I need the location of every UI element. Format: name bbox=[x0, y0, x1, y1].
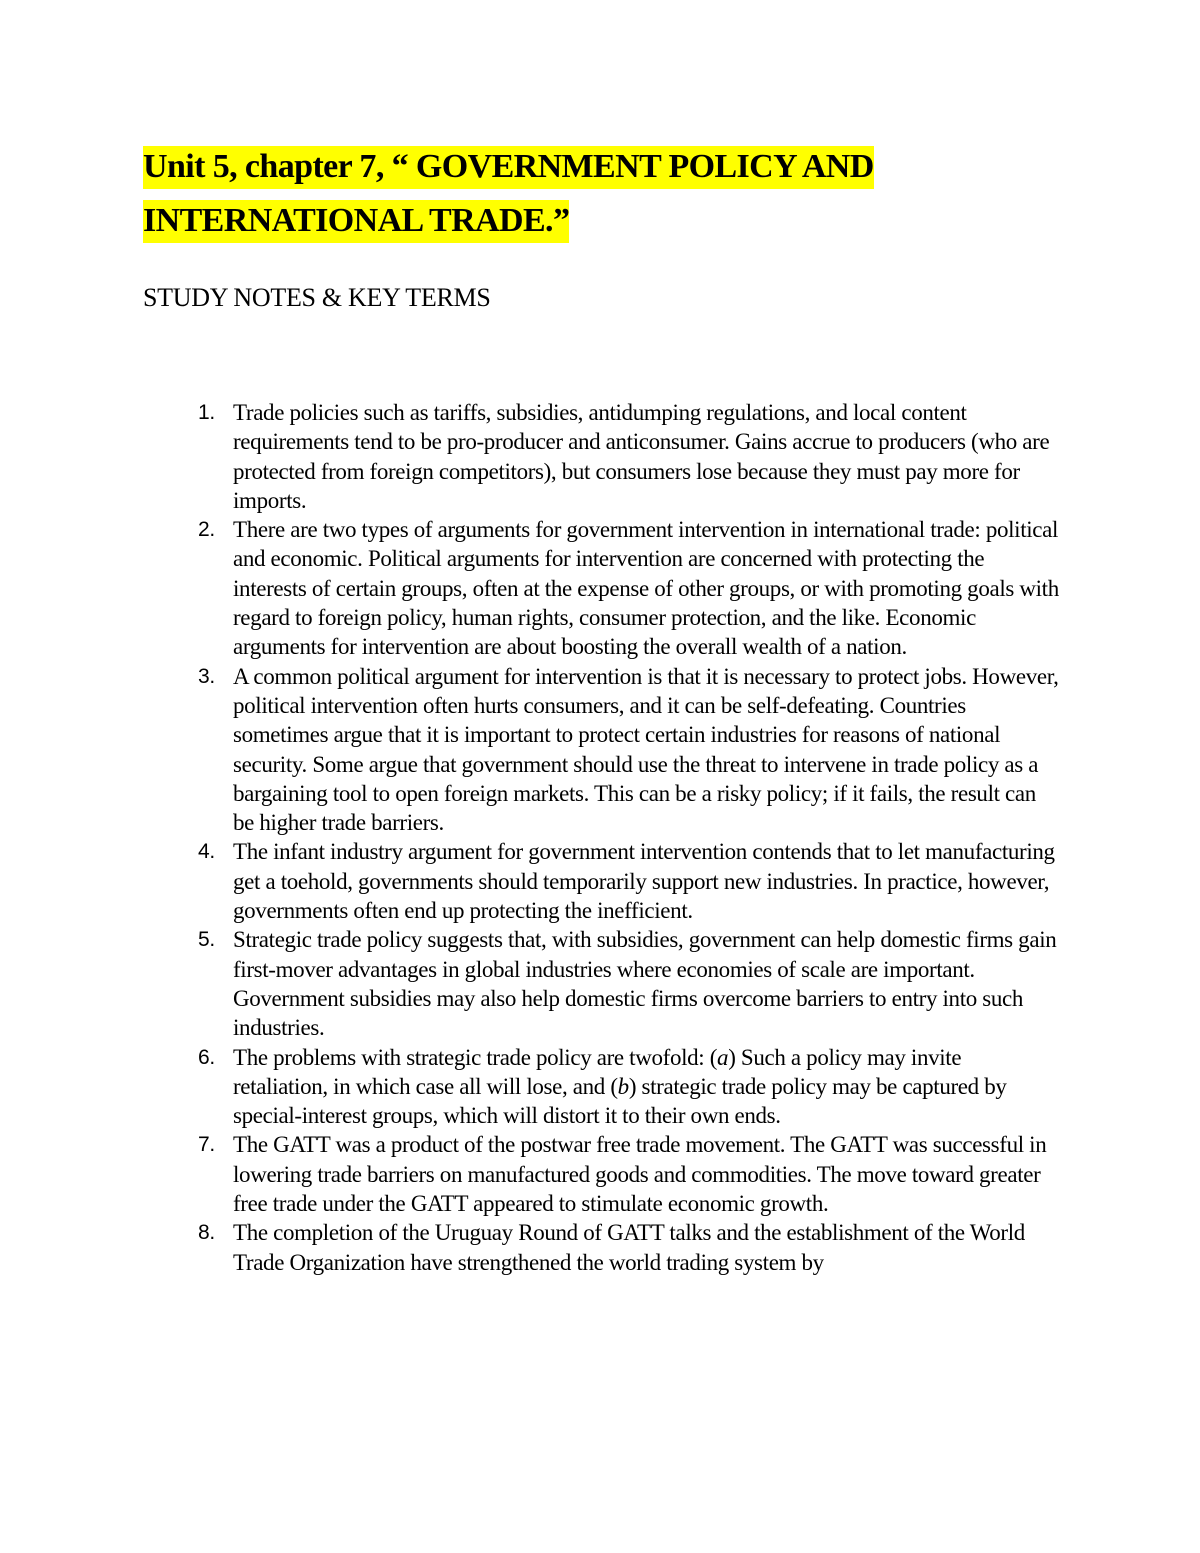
list-item bbox=[180, 515, 1060, 661]
list-item bbox=[180, 662, 1060, 838]
list-item-number: 4. bbox=[198, 840, 215, 864]
list-item bbox=[180, 1218, 1060, 1277]
list-item-text: A common political argument for intervention is that it is necessary to protect jobs. However, political intervention often hurts consumers, and it can be self-defeating. Countries sometimes argue that it is important to protect certain industries for reasons of national security. Some argue that government should use the threat to intervene in trade policy as a bargaining tool to open foreign markets. This can be a risky policy; if it fails, the result can be higher trade barriers. bbox=[233, 663, 1059, 836]
list-item-text: There are two types of arguments for government intervention in international trade: political and economic. Political arguments for intervention are concerned with protecting the interests of certain groups, often at the expense of other groups, or with promoting goals with regard to foreign policy, human rights, consumer protection, and the like. Economic arguments for intervention are about boosting the overall wealth of a nation. bbox=[233, 517, 1059, 660]
list-item-text: Strategic trade policy suggests that, with subsidies, government can help domestic firms gain first-mover advantages in global industries where economies of scale are important. Government subsidies may also help domestic firms overcome barriers to entry into such industries. bbox=[233, 927, 1057, 1041]
list-item-number: 8. bbox=[198, 1221, 215, 1245]
list-item-text: The infant industry argument for government intervention contends that to let manufacturing get a toehold, governments should temporarily support new industries. In practice, however, governments often end up protecting the inefficient. bbox=[233, 839, 1055, 924]
document-title bbox=[143, 140, 963, 248]
list-item bbox=[180, 1043, 1060, 1131]
list-item bbox=[180, 837, 1060, 925]
italic-letter: a bbox=[717, 1044, 729, 1070]
list-item-text: The GATT was a product of the postwar free trade movement. The GATT was successful in lowering trade barriers on manufactured goods and commodities. The move toward greater free trade under the GATT appeared to stimulate economic growth. bbox=[233, 1132, 1047, 1217]
study-notes-list bbox=[180, 398, 1060, 1277]
list-item-text: Trade policies such as tariffs, subsidies, antidumping regulations, and local content requirements tend to be pro-producer and anticonsumer. Gains accrue to producers (who are protected from foreign competitors), but consumers lose because they must pay more for imports. bbox=[233, 400, 1050, 513]
section-heading: STUDY NOTES & KEY TERMS bbox=[143, 283, 491, 312]
list-item-text: The completion of the Uruguay Round of GATT talks and the establishment of the World Trade Organization have strengthened the world trading system by bbox=[233, 1220, 1025, 1275]
list-item bbox=[180, 398, 1060, 515]
list-item-number: 7. bbox=[198, 1133, 215, 1157]
title-highlight: Unit 5, chapter 7, “ GOVERNMENT POLICY AND INTERNATIONAL TRADE.” bbox=[143, 146, 874, 243]
list-item bbox=[180, 1130, 1060, 1218]
list-item-number: 3. bbox=[198, 664, 215, 688]
list-item-number: 6. bbox=[198, 1045, 215, 1069]
list-item-number: 1. bbox=[198, 401, 215, 424]
list-item-number: 5. bbox=[198, 928, 215, 952]
list-item bbox=[180, 925, 1060, 1042]
list-item-text: The problems with strategic trade policy are twofold: (a) Such a policy may invite retaliation, in which case all will lose, and (b) strategic trade policy may be captured by special-interest groups, which will distort it to their own ends. bbox=[233, 1044, 1007, 1129]
list-item-number: 2. bbox=[198, 518, 215, 542]
italic-letter: b bbox=[617, 1073, 629, 1099]
